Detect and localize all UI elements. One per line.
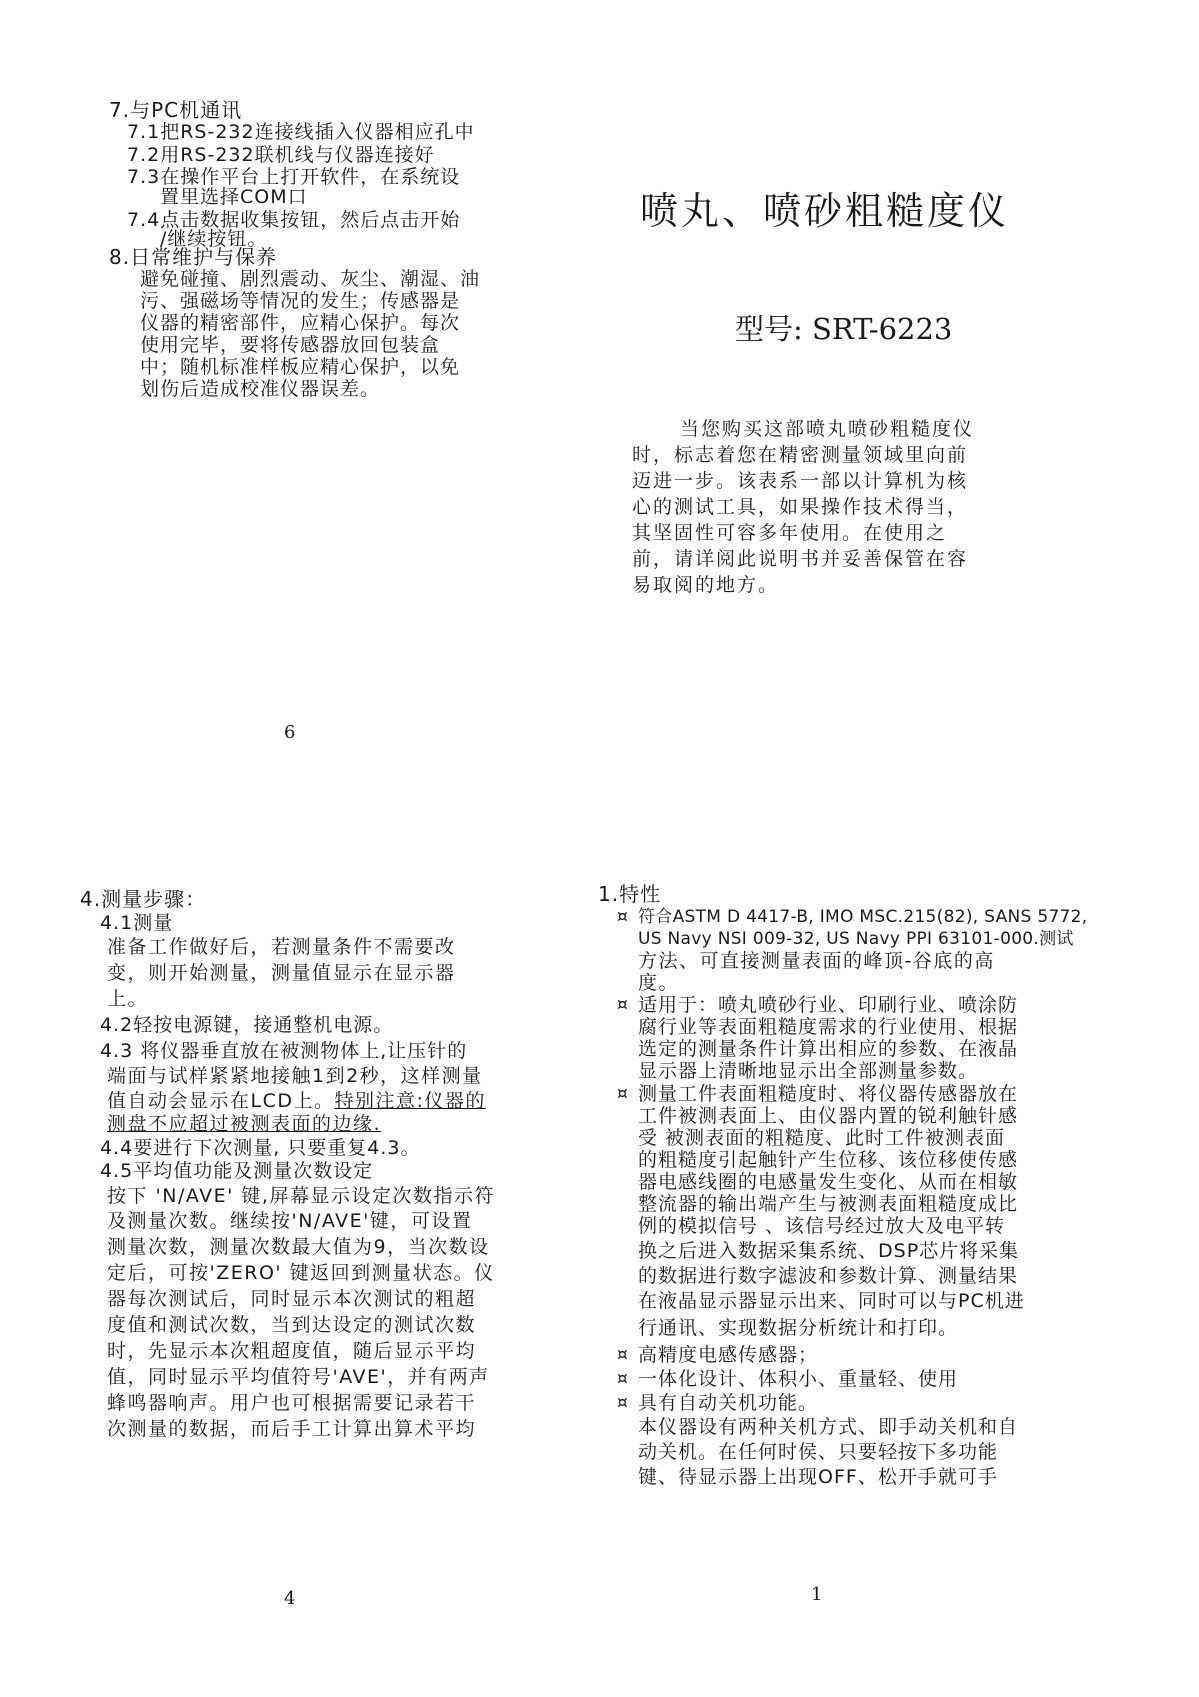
- feature-line: 度。: [638, 972, 680, 994]
- feature-line: 选定的测量条件计算出相应的参数、在液晶: [638, 1038, 1019, 1060]
- bullet-icon: ¤: [617, 1084, 628, 1104]
- section-heading-4: 4.测量步骤：: [80, 887, 207, 911]
- step-4-1-line: 准备工作做好后，若测量条件不需要改: [107, 936, 456, 958]
- intro-line: 易取阅的地方。: [632, 574, 780, 596]
- step-4-3: 4.3 将仪器垂直放在被测物体上,让压针的: [100, 1040, 468, 1062]
- intro-line: 前，请详阅此说明书并妥善保管在容: [632, 548, 969, 570]
- bullet-icon: ¤: [617, 1369, 628, 1389]
- feature-line: 本仪器设有两种关机方式、即手动关机和自: [638, 1416, 1019, 1438]
- intro-line: 其坚固性可容多年使用。在使用之: [632, 522, 948, 544]
- feature-line: US Navy NSI 009-32, US Navy PPI 63101-000.测试: [638, 929, 1074, 949]
- paragraph-8-line: 中；随机标准样板应精心保护，以免: [140, 356, 461, 378]
- feature-line: 高精度电感传感器；: [638, 1344, 819, 1366]
- paragraph-8-line: 划伤后造成校准仪器误差。: [140, 378, 381, 400]
- step-4-5-line: 值，同时显示平均值符号'AVE'，并有两声: [107, 1366, 490, 1388]
- bullet-icon: ¤: [617, 995, 628, 1015]
- page-number: 4: [284, 1588, 296, 1609]
- intro-line: 心的测试工具，如果操作技术得当，: [632, 496, 969, 518]
- step-4-3-text: 值自动会显示在LCD上。: [107, 1090, 335, 1112]
- item-7-3-cont: 置里选择COM口: [160, 186, 308, 208]
- feature-line: 的粗糙度引起触针产生位移、该位移使传感: [638, 1149, 1019, 1171]
- item-7-4-cont: /继续按钮。: [160, 228, 268, 250]
- bullet-icon: ¤: [617, 907, 628, 927]
- feature-line: 器电感线圈的电感量发生变化、从而在相敏: [638, 1171, 1019, 1193]
- item-7-3: 7.3在操作平台上打开软件，在系统设: [127, 166, 461, 188]
- step-4-2: 4.2轻按电源键，接通整机电源。: [100, 1014, 394, 1036]
- feature-line: 的数据进行数字滤波和参数计算、测量结果: [638, 1265, 1019, 1287]
- paragraph-8-line: 避免碰撞、剧烈震动、灰尘、潮湿、油: [140, 268, 481, 290]
- step-4-3-line: [107, 1090, 486, 1112]
- feature-line: 键、待显示器上出现OFF、松开手就可手: [638, 1466, 998, 1488]
- step-4-5-line: 时，先显示本次粗超度值，随后显示平均: [107, 1340, 477, 1362]
- feature-line: 测量工件表面粗糙度时、将仪器传感器放在: [638, 1083, 1019, 1105]
- item-7-2: 7.2用RS-232联机线与仪器连接好: [127, 144, 435, 166]
- step-4-5-line: 器每次测试后，同时显示本次测试的粗超: [107, 1288, 477, 1310]
- paragraph-8-line: 仪器的精密部件，应精心保护。每次: [140, 312, 461, 334]
- step-4-1: 4.1测量: [100, 912, 174, 934]
- feature-line: 整流器的输出端产生与被测表面粗糙度成比: [638, 1193, 1019, 1215]
- step-4-5-line: 及测量次数。继续按'N/AVE'键，可设置: [107, 1210, 473, 1232]
- paragraph-8-line: 污、强磁场等情况的发生；传感器是: [140, 290, 461, 312]
- intro-line: 当您购买这部喷丸喷砂粗糙度仪: [680, 418, 975, 440]
- special-note: 特别注意:仪器的: [334, 1090, 486, 1112]
- item-7-4: 7.4点击数据收集按钮，然后点击开始: [127, 209, 461, 231]
- step-4-5-line: 蜂鸣器响声。用户也可根据需要记录若干: [107, 1392, 477, 1414]
- step-4-3-line: 端面与试样紧紧地接触1到2秒，这样测量: [107, 1065, 483, 1087]
- step-4-5-line: 度值和测试次数，当到达设定的测试次数: [107, 1314, 477, 1336]
- step-4-1-line: 上。: [107, 988, 149, 1010]
- step-4-5-line: 测量次数，测量次数最大值为9，当次数设: [107, 1236, 490, 1258]
- feature-line: 方法、可直接测量表面的峰顶-谷底的高: [638, 950, 995, 972]
- document-title: 喷丸、喷砂粗糙度仪: [640, 189, 1010, 233]
- section-heading-7: 7.与PC机通讯: [109, 98, 243, 122]
- feature-line: 动关机。在任何时侯、只要轻按下多功能: [638, 1441, 999, 1463]
- bullet-icon: ¤: [617, 1393, 628, 1413]
- section-heading-8: 8.日常维护与保养: [109, 245, 278, 269]
- intro-line: 迈进一步。该表系一部以计算机为核: [632, 470, 969, 492]
- feature-line: 例的模拟信号 、该信号经过放大及电平转: [638, 1215, 1006, 1237]
- feature-line: 受 被测表面的粗糙度、此时工件被测表面: [638, 1127, 1006, 1149]
- intro-line: 时，标志着您在精密测量领域里向前: [632, 444, 969, 466]
- step-4-1-line: 变，则开始测量，测量值显示在显示器: [107, 962, 456, 984]
- special-note-cont: 测盘不应超过被测表面的边缘.: [107, 1113, 382, 1135]
- bullet-icon: ¤: [617, 1345, 628, 1365]
- feature-line: 在液晶显示器显示出来、同时可以与PC机进: [638, 1290, 1025, 1312]
- feature-line: 一体化设计、体积小、重量轻、使用: [638, 1368, 959, 1390]
- model-number: 型号: SRT-6223: [735, 312, 953, 346]
- step-4-4: 4.4要进行下次测量, 只要重复4.3。: [100, 1137, 421, 1159]
- feature-line: 适用于：喷丸喷砂行业、印刷行业、喷涂防: [638, 994, 1019, 1016]
- step-4-5-line: 按下 'N/AVE' 键,屏幕显示设定次数指示符: [107, 1185, 495, 1207]
- item-7-1: 7.1把RS-232连接线插入仪器相应孔中: [127, 121, 475, 143]
- feature-line: 符合ASTM D 4417-B, IMO MSC.215(82), SANS 5772,: [638, 907, 1088, 927]
- step-4-5-line: 定后，可按'ZERO' 键返回到测量状态。仪: [107, 1262, 495, 1284]
- feature-line: 腐行业等表面粗糙度需求的行业使用、根据: [638, 1016, 1019, 1038]
- feature-line: 工件被测表面上、由仪器内置的锐利触针感: [638, 1105, 1019, 1127]
- feature-line: 行通讯、实现数据分析统计和打印。: [638, 1317, 959, 1339]
- page-number: 1: [811, 1584, 823, 1605]
- step-4-5: 4.5平均值功能及测量次数设定: [100, 1160, 374, 1182]
- step-4-5-line: 次测量的数据，而后手工计算出算术平均: [107, 1418, 477, 1440]
- feature-line: 具有自动关机功能。: [638, 1392, 819, 1414]
- page-number: 6: [284, 722, 296, 743]
- section-heading-1: 1.特性: [598, 882, 662, 906]
- feature-line: 换之后进入数据采集系统、DSP芯片将采集: [638, 1240, 1020, 1262]
- paragraph-8-line: 使用完毕，要将传感器放回包装盒: [140, 334, 441, 356]
- feature-line: 显示器上清晰地显示出全部测量参数。: [638, 1060, 979, 1082]
